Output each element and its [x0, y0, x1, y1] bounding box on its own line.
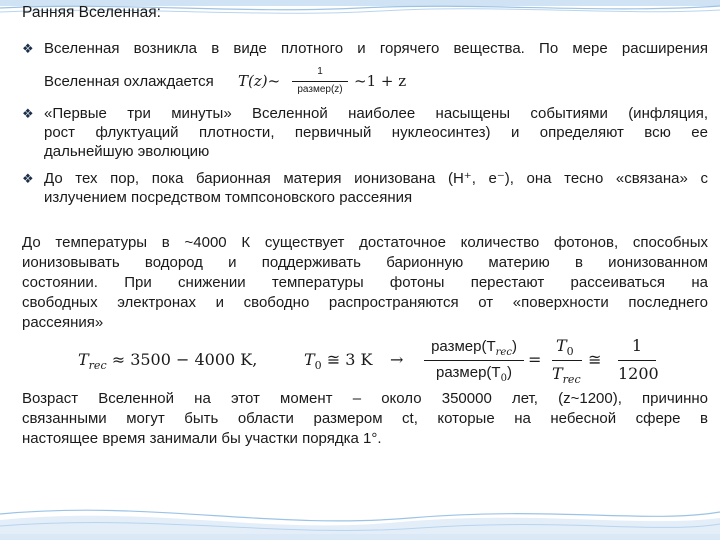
slide-title: Ранняя Вселенная: — [22, 4, 161, 21]
formula-tail: ~1 + z — [354, 72, 407, 90]
bullet-1-formula-prefix: Вселенная охлаждается — [44, 73, 214, 90]
paragraph-2-line-2: связанными могут быть области размером ct, которые на небесной сфере в — [22, 410, 708, 427]
bullet-3-line-2: излучением посредством томпсоновского рассеяния — [44, 189, 413, 206]
paragraph-1-line-2: ионизовывать водород и поддерживать барионную материю в ионизованном — [22, 254, 708, 271]
frac3-bar — [618, 360, 656, 361]
frac2-denominator: $T_{rec}$ — [552, 364, 581, 387]
paragraph-1-line-1: До температуры в ~4000 К существует достаточное количество фотонов, способных — [22, 234, 708, 251]
equals-sign: = — [528, 350, 542, 369]
frac3-numerator: 1 — [631, 336, 643, 355]
paragraph-2-line-3: настоящее время занимали бы участки порядка 1°. — [22, 430, 382, 447]
bullet-2-line-1: «Первые три минуты» Вселенной наиболее насыщены событиями (инфляция, — [44, 105, 708, 122]
ratio-numerator: $размер(T_{rec})$ — [431, 338, 517, 358]
bullet-2-line-3: дальнейшую эволюцию — [44, 143, 210, 160]
ratio-denominator: $размер(T_0)$ — [436, 364, 512, 384]
diamond-bullet-icon: ❖ — [22, 41, 34, 56]
t0-value: $T_0$ ≅ 3 K — [304, 350, 373, 373]
ratio-fraction-bar — [424, 360, 524, 361]
formula-fraction-numerator: 1 — [317, 66, 323, 77]
bullet-3-line-1: До тех пор, пока барионная материя ионизована (H⁺, e⁻), она тесно «связана» с — [44, 170, 708, 187]
frac2-bar — [552, 360, 582, 361]
t-rec-estimate: $T_{rec} \approx 3500 - 4000$ K, — [78, 350, 258, 373]
bullet-1-line-1: Вселенная возникла в виде плотного и горячего вещества. По мере расширения — [44, 40, 708, 57]
paragraph-1-line-3: состоянии. При снижении температуры фотоны перестают рассеиваться на — [22, 274, 708, 291]
formula-t-of-z: T(z)~ — [238, 72, 281, 90]
paragraph-1-line-4: свободных электронах и свободно распространяются от «поверхности последнего — [22, 294, 708, 311]
paragraph-2-line-1: Возраст Вселенной на этот момент – около 350000 лет, (z~1200), причинно — [22, 390, 708, 407]
bullet-2-line-2: рост флуктуаций плотности, первичный нуклеосинтез) и определяют всю ее — [44, 124, 708, 141]
bottom-decor-stripe — [0, 534, 720, 540]
formula-fraction-denominator: размер(z) — [297, 84, 343, 95]
diamond-bullet-icon: ❖ — [22, 106, 34, 121]
implies-arrow: → — [390, 350, 404, 369]
frac2-numerator: $T_0$ — [556, 336, 574, 359]
formula-fraction-bar — [292, 81, 348, 82]
frac3-denominator: 1200 — [618, 364, 659, 383]
paragraph-1-line-5: рассеяния» — [22, 314, 104, 331]
approx-sign: ≅ — [588, 350, 602, 369]
diamond-bullet-icon: ❖ — [22, 171, 34, 186]
